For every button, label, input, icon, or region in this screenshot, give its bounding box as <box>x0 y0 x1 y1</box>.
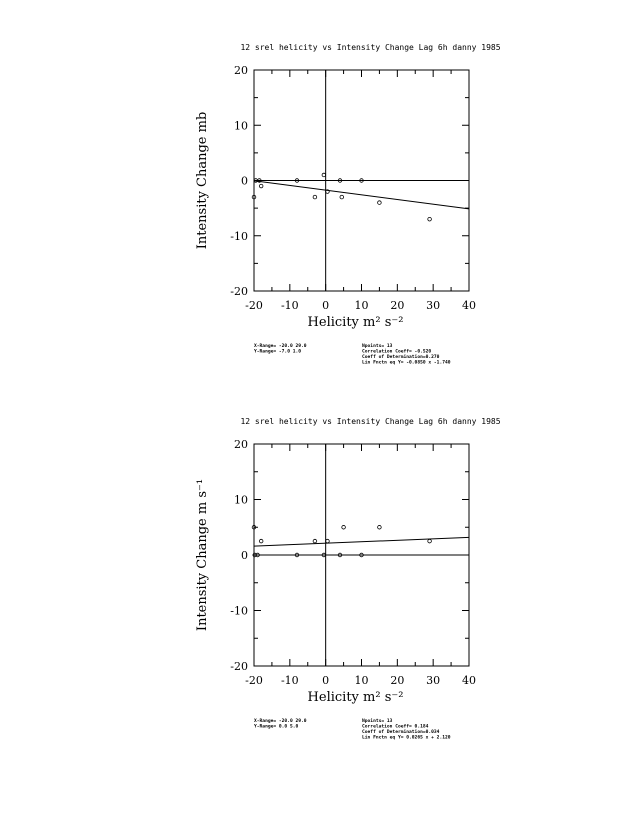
stats-left-line: Y-Range= 0.0 5.0 <box>254 724 299 730</box>
x-tick-label: 20 <box>390 299 405 312</box>
data-point <box>313 195 317 199</box>
chart-1 <box>195 43 501 366</box>
y-tick-label: 10 <box>234 493 248 507</box>
chart-title: 12 srel helicity vs Intensity Change Lag 6h danny 1985 <box>240 417 501 426</box>
stats-right-line: Npoints= 13 <box>362 719 393 724</box>
stats-right-line: Coeff of Determination=0.270 <box>362 355 440 360</box>
data-point <box>259 184 263 188</box>
data-point <box>326 539 330 543</box>
regression-line <box>254 537 469 546</box>
x-tick-label: -10 <box>280 299 299 312</box>
x-tick-label: 30 <box>426 299 441 312</box>
data-point <box>378 525 382 529</box>
chart-title: 12 srel helicity vs Intensity Change Lag 6h danny 1985 <box>240 43 501 52</box>
y-axis-label: Intensity Change mb <box>195 111 210 250</box>
x-tick-label: 10 <box>354 299 369 312</box>
y-tick-label: -10 <box>230 229 248 243</box>
y-tick-label: 10 <box>234 119 248 133</box>
x-tick-label: -10 <box>280 674 299 687</box>
x-tick-label: 20 <box>390 674 405 687</box>
data-point <box>342 525 346 529</box>
data-point <box>259 539 263 543</box>
stats-left-line: X-Range= -20.0 29.0 <box>254 719 307 724</box>
y-tick-label: -20 <box>230 660 248 673</box>
data-point <box>428 539 432 543</box>
x-tick-label: 40 <box>462 299 476 312</box>
x-axis-label: Helicity m² s⁻² <box>307 315 404 330</box>
data-point <box>378 201 382 205</box>
stats-right-line: Lin Fnctn eq Y= -0.0850 x -1.740 <box>362 360 451 366</box>
y-tick-label: 0 <box>241 174 248 188</box>
y-axis-label: Intensity Change m s⁻¹ <box>195 478 210 632</box>
data-point <box>322 173 326 177</box>
stats-left-line: Y-Range= -7.0 1.0 <box>254 349 302 355</box>
stats-right-line: Correlation Coeff= -0.520 <box>362 349 432 355</box>
y-tick-label: -20 <box>230 285 248 298</box>
data-point <box>340 195 344 199</box>
y-tick-label: -10 <box>230 604 248 618</box>
stats-right-line: Lin Fnctn eq Y= 0.0265 x + 2.120 <box>362 735 451 741</box>
stats-right-line: Correlation Coeff= 0.184 <box>362 724 429 730</box>
data-point <box>313 539 317 543</box>
stats-right-line: Coeff of Determination=0.034 <box>362 730 440 735</box>
x-tick-label: 10 <box>354 674 369 687</box>
stats-right-line: Npoints= 13 <box>362 344 393 349</box>
x-tick-label: -20 <box>245 674 263 687</box>
x-tick-label: 0 <box>322 674 330 687</box>
y-tick-label: 20 <box>234 64 248 77</box>
x-tick-label: 30 <box>426 674 441 687</box>
x-tick-label: 40 <box>462 674 476 687</box>
x-tick-label: -20 <box>245 299 263 312</box>
x-axis-label: Helicity m² s⁻² <box>307 690 404 705</box>
data-point <box>428 217 432 221</box>
x-tick-label: 0 <box>322 299 330 312</box>
y-tick-label: 0 <box>241 549 248 562</box>
chart-2 <box>195 417 501 741</box>
y-tick-label: 20 <box>234 438 248 451</box>
regression-line <box>254 181 469 209</box>
stats-left-line: X-Range= -20.0 29.0 <box>254 344 307 349</box>
